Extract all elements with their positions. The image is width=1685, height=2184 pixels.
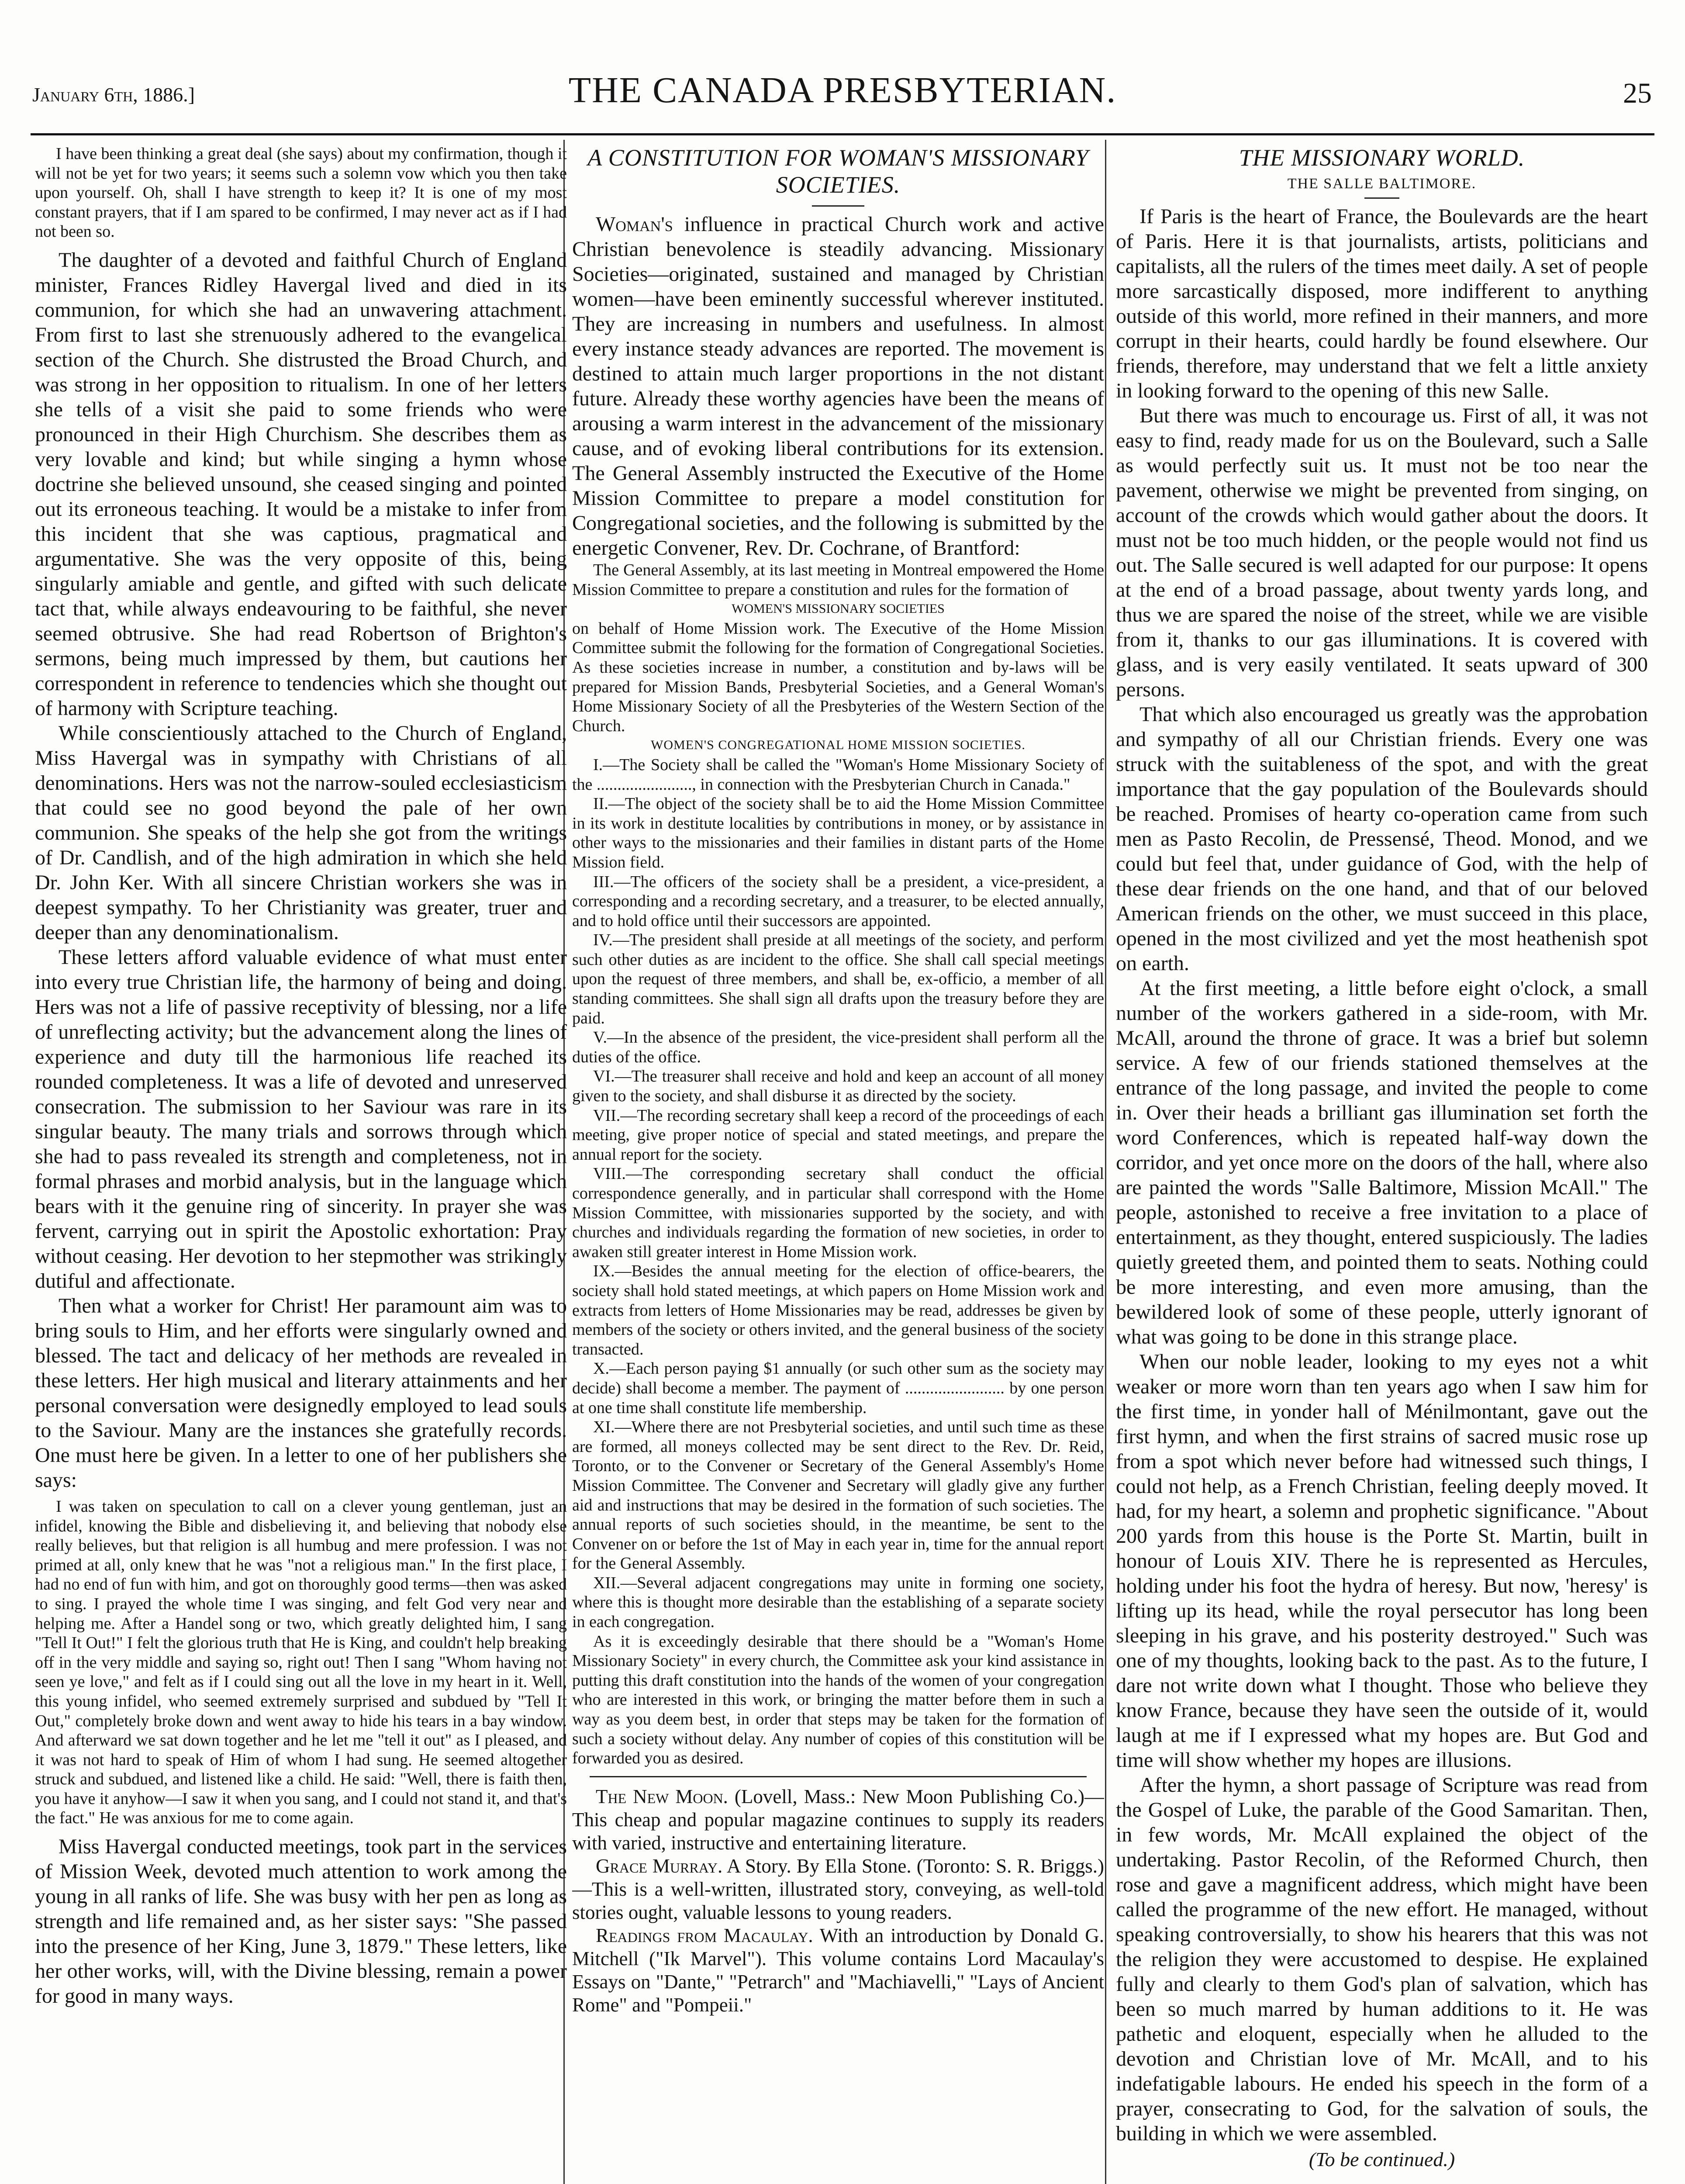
resolution-text: on behalf of Home Mission work. The Executive of the Home Mission Committee submit the following for the formation of Congregational Societies. As these societies increase in number, a constitution and by-laws will be prepared for Mission Bands, Presbyterial Societies, and a General Woman's Home Missionary Society of all the Presbyteries of the Western Section of the Church.: [572, 619, 1104, 735]
page-number: 25: [1623, 77, 1652, 109]
article-subheading: THE SALLE BALTIMORE.: [1287, 176, 1477, 192]
heading-rule: [812, 205, 864, 207]
article-paragraph: After the hymn, a short passage of Scripture was read from the Gospel of Luke, the parable of the Good Samaritan. Then, in few words, Mr. McAll explained the object of the undertaking. Pastor Recolin, of the Reformed Church, then rose and gave a magnificent address, which might have been called the programme of the new effort. He managed, without speaking controversially, to show his hearers that this was not the religion they were accustomed to despise. He explained fully and clearly to them God's plan of salvation, which has been so much marred by human additions to it. He was pathetic and eloquent, especially when he alluded to the devotion and Christian love of Mr. McAll, and to his indefatigable labours. He ended his speech in the form of a prayer, consecrating to God, for the salvation of souls, the building in which we were assembled.: [1116, 1773, 1648, 2145]
heading-rule: [1364, 197, 1399, 199]
constitution-title: WOMEN'S CONGREGATIONAL HOME MISSION SOCIETIES.: [651, 738, 1026, 753]
article-paragraph: But there was much to encourage us. First of all, it was not easy to find, ready made for us on the Boulevard, such a Salle as would perfectly suit us. It must not be too near the pavement, otherwise we might be prevented from singing, on account of the crowds which would gather about the doors. It must not be too much hidden, or the people would not find us out. The Salle secured is well adapted for our purpose: It opens at the end of a broad passage, about twenty yards long, and thus we are spared the noise of the street, while we are visible from it, thanks to our gas illuminations. It is covered with glass, and is very easily ventilated. It seats upward of 300 persons.: [1116, 404, 1648, 701]
article-paragraph: While conscientiously attached to the Church of England, Miss Havergal was in sympathy with Christians of all denominations. Hers was not the narrow-souled ecclesiasticism that could see no good beyond the pale of her own communion. She speaks of the help she got from the writings of Dr. Candlish, and of the high admiration in which she held Dr. John Ker. With all sincere Christian workers she was in deepest sympathy. To her Christianity was greater, truer and deeper than any denominationalism.: [35, 721, 567, 944]
constitution-article: X.—Each person paying $1 annually (or such other sum as the society may decide) shall become a member. The payment of ........................ by one person at one time shall constitute life membership.: [572, 1359, 1104, 1417]
constitution-article: IX.—Besides the annual meeting for the election of office-bearers, the society shall hold stated meetings, at which papers on Home Mission work and extracts from letters of Home Missionaries may be read, addresses be given by members of the society or others invited, and the general business of the society transacted.: [572, 1262, 1104, 1358]
column-havergal-letters: [35, 144, 567, 2184]
continued-note: (To be continued.): [1309, 2148, 1455, 2170]
article-paragraph: That which also encouraged us greatly was the approbation and sympathy of all our Christian friends. Every one was struck with the suitableness of the spot, and with the great importance that the gay population of the Boulevards should be reached. Promises of hearty co-operation came from such men as Pasto Recolin, de Pressensé, Theod. Monod, and we could but feel that, under guidance of God, with the help of these dear friends on the one hand, and that of our beloved American friends on the other, we must succeed in this place, opened in the most civilized and yet the most heathenish spot on earth.: [1116, 703, 1648, 975]
article-paragraph: [572, 212, 1104, 560]
constitution-article: VIII.—The corresponding secretary shall conduct the official correspondence generally, and in particular shall correspond with the Home Mission Committee, with missionaries supported by the society, and with churches and individuals regarding the formation of new societies, in order to awaken still greater interest in Home Mission work.: [572, 1165, 1104, 1261]
article-paragraph: When our noble leader, looking to my eyes not a whit weaker or more worn than ten years ago when I saw him for the first time, in yonder hall of Ménilmontant, gave out the first hymn, and when the first strains of sacred music rose up from a spot which never before had witnessed such things, I could not help, as a French Christian, feeling deeply moved. It had, for my heart, a solemn and prophetic significance. "About 200 yards from this house is the Porte St. Martin, built in honour of Louis XIV. There he is represented as Hercules, holding under his foot the hydra of heresy. But now, 'heresy' is lifting up its head, while the royal persecutor has long been sleeping in his grave, and his posterity destroyed." Such was one of my thoughts, looking back to the past. As to the future, I dare not write down what I thought. Those who believe they know France, because they have seen the outside of it, would laugh at me if I expressed what my hopes are. But God and time will show whether my hopes are illusions.: [1116, 1350, 1648, 1772]
lead-word: Woman's: [596, 213, 673, 236]
constitution-article: XII.—Several adjacent congregations may unite in forming one society, where this is thought more desirable than the establishing of a separate society in each congregation.: [572, 1573, 1104, 1631]
article-paragraph: If Paris is the heart of France, the Boulevards are the heart of Paris. Here it is that journalists, artists, politicians and capitalists, all the rulers of the times meet daily. A set of people more sarcastically disposed, more indifferent to anything outside of this world, more refined in their manners, and more corrupt in their hearts, could hardly be found elsewhere. Our friends, therefore, may understand that we felt a little anxiety in looking forward to the opening of this new Salle.: [1116, 205, 1648, 402]
newspaper-title: THE CANADA PRESBYTERIAN.: [568, 70, 1117, 111]
section-separator: [590, 1776, 1087, 1777]
review-text: A Story. By Ella Stone. (Toronto: S. R. Briggs.)—This is a well-written, illustrated story, conveying, as well-told stories ought, valuable lessons to young readers.: [572, 1855, 1104, 1923]
constitution-article: XI.—Where there are not Presbyterial societies, and until such time as these are formed, all moneys collected may be sent direct to the Rev. Dr. Reid, Toronto, or to the Convener or Secretary of the General Assembly's Home Mission Committee. The Convener and Secretary will gladly give any further aid and instructions that may be desired in the formation of such societies. The annual reports of such societies should, in the meantime, be sent to the Convener on or before the 1st of May in each year in, time for the annual report for the General Assembly.: [572, 1418, 1104, 1573]
constitution-article: II.—The object of the society shall be to aid the Home Mission Committee in its work in destitute localities by contributions in money, or by assistance in other ways to the missionaries and their families in distant parts of the Home Mission field.: [572, 795, 1104, 871]
review-item: [572, 1785, 1104, 1855]
article-paragraph: These letters afford valuable evidence of what must enter into every true Christian life, the harmony of being and doing. Hers was not a life of passive receptivity of blessing, nor a life of unreflecting activity; but the advancement along the lines of experience and duty till the harmonious life reached its rounded completeness. It was a life of devoted and unreserved consecration. The submission to her Saviour was rare in its singular beauty. The many trials and sorrows through which she had to pass revealed its strength and completeness, not in formal phrases and morbid analysis, but in the language which bears with it the genuine ring of sincerity. In prayer she was fervent, carrying out in spirit the Apostolic exhortation: Pray without ceasing. Her devotion to her stepmother was strikingly dutiful and affectionate.: [35, 945, 567, 1292]
column-constitution: [572, 144, 1104, 2184]
review-title: Readings from Macaulay.: [596, 1924, 813, 1946]
resolution-caps: WOMEN'S MISSIONARY SOCIETIES: [732, 601, 945, 616]
review-title: Grace Murray.: [596, 1855, 723, 1877]
constitution-article: VI.—The treasurer shall receive and hold and keep an account of all money given to the society, and shall disburse it as directed by the society.: [572, 1067, 1104, 1106]
constitution-article: III.—The officers of the society shall be a president, a vice-president, a corresponding and a recording secretary, and a treasurer, to be elected annually, and to hold office until their successors are appointed.: [572, 872, 1104, 930]
review-title: The New Moon.: [596, 1785, 728, 1807]
article-paragraph: The daughter of a devoted and faithful Church of England minister, Frances Ridley Havergal lived and died in its communion, for which she had an unwavering attachment. From first to last she strenuously adhered to the evangelical section of the Church. She distrusted the Broad Church, and was strong in her opposition to ritualism. In one of her letters she tells of a visit she paid to some friends who were pronounced in their High Churchism. She describes them as very lovable and kind; but while singing a hymn whose doctrine she believed unsound, she ceased singing and pointed out its erroneous teaching. It would be a mistake to infer from this incident that she was captious, pragmatical and argumentative. She was the very opposite of this, being singularly amiable and gentle, and gifted with such delicate tact that, while always endeavouring to be faithful, she never seemed obtrusive. She had read Robertson of Brighton's sermons, being much impressed by them, but cautions her correspondent in reference to tendencies which she thought out of harmony with Scripture teaching.: [35, 248, 567, 720]
review-text: With an introduction by Donald G. Mitchell ("Ik Marvel"). This volume contains Lord Macaulay's Essays on "Dante," "Petrarch" and "Machiavelli," "Lays of Ancient Rome" and "Pompeii.": [572, 1924, 1104, 2016]
constitution-article: IV.—The president shall preside at all meetings of the society, and perform such other duties as are incident to the office. She shall call special meetings upon the request of three members, and shall be, ex-officio, a member of all standing committees. She shall sign all drafts upon the treasury before they are paid.: [572, 931, 1104, 1027]
issue-date: January 6th, 1886.]: [32, 83, 195, 106]
constitution-articles: [572, 755, 1104, 1632]
constitution-article: VII.—The recording secretary shall keep a record of the proceedings of each meeting, give proper notice of special and stated meetings, and prepare the annual report for the society.: [572, 1106, 1104, 1164]
book-reviews: [572, 1785, 1104, 2017]
article-paragraph: Then what a worker for Christ! Her paramount aim was to bring souls to Him, and her efforts were singularly owned and blessed. The tact and delicacy of her methods are revealed in these letters. Her high musical and literary attainments and her personal conversation were designedly employed to lead souls to the Saviour. Many are the instances she gratefully records. One must here be given. In a letter to one of her publishers she says:: [35, 1294, 567, 1492]
constitution-article: I.—The Society shall be called the "Woman's Home Missionary Society of the ......................., in connection with the Presbyterian Church in Canada.": [572, 755, 1104, 794]
review-text: (Lovell, Mass.: New Moon Publishing Co.)—This cheap and popular magazine continues to supply its readers with varied, instructive and entertaining literature.: [572, 1785, 1104, 1854]
masthead-rule: [31, 133, 1654, 135]
column-missionary-world: [1116, 144, 1648, 2184]
section-heading: THE MISSIONARY WORLD.: [1239, 145, 1525, 171]
lead-text: influence in practical Church work and active Christian benevolence is steadily advancing. Missionary Societies—originated, sustained and managed by Christian women—have been eminently successful wherever instituted. They are increasing in numbers and usefulness. In almost every instance steady advances are reported. The movement is destined to attain much larger proportions in the not distant future. Already these worthy agencies have been the means of arousing a warm interest in the advancement of the missionary cause, and of evoking liberal contributions for its extension. The General Assembly instructed the Executive of the Home Mission Committee to prepare a model constitution for Congregational societies, and the following is submitted by the energetic Convener, Rev. Dr. Cochrane, of Brantford:: [572, 213, 1104, 560]
constitution-article: V.—In the absence of the president, the vice-president shall perform all the duties of the office.: [572, 1028, 1104, 1066]
review-item: [572, 1924, 1104, 2017]
resolution-text: The General Assembly, at its last meeting in Montreal empowered the Home Mission Committee to prepare a constitution and rules for the formation of: [572, 561, 1104, 599]
review-item: [572, 1855, 1104, 1924]
column-divider: [1105, 140, 1106, 2184]
block-quote: I was taken on speculation to call on a clever young gentleman, just an infidel, knowing the Bible and disbelieving it, and believing that nobody else really believes, but that religion is all humbug and mere profession. I was not primed at all, only knew that he was "not a religious man." In the first place, I had no end of fun with him, and got on thoroughly good terms—then was asked to sing. I prayed the whole time I was singing, and felt God very near and helping me. After a Handel song or two, which greatly delighted him, I sang "Tell It Out!" I felt the glorious truth that He is King, and couldn't help breaking off in the very middle and saying so, right out! Then I sang "Whom having not seen ye love," and felt as if I could sing out all the love in my heart in it. Well, this young infidel, who seemed extremely surprised and subdued by "Tell It Out," completely broke down and went away to hide his tears in a bay window. And afterward we sat down together and he let me "tell it out" as I pleased, and it was not hard to speak of Him of whom I had sung. He seemed altogether struck and subdued, and listened like a child. He said: "Well, there is faith then, you have it anyhow—I saw it when you sang, and I could not stand it, and that's the fact." He was anxious for me to come again.: [35, 1497, 567, 1828]
masthead: [31, 66, 1654, 122]
letter-excerpt: I have been thinking a great deal (she says) about my confirmation, though it will not be yet for two years; it seems such a solemn vow which you then take upon yourself. Oh, shall I have strength to keep it? It is one of my most constant prayers, that if I am spared to be confirmed, I may never act as if I had not been so.: [35, 145, 567, 241]
article-paragraph: At the first meeting, a little before eight o'clock, a small number of the workers gathered in a side-room, with Mr. McAll, around the throne of grace. It was a brief but solemn service. A few of our friends stationed themselves at the entrance of the long passage, and invited the people to come in. Over their heads a brilliant gas illumination set forth the word Conferences, which is repeated half-way down the corridor, and yet once more on the doors of the hall, where also are painted the words "Salle Baltimore, Mission McAll." The people, astonished to receive a free invitation to a place of entertainment, as they thought, entered suspiciously. The ladies quietly greeted them, and pointed them to seats. Nothing could be more interesting, and even more amusing, than the bewildered look of some of these people, utterly ignorant of what was going to be done in this strange place.: [1116, 977, 1648, 1348]
article-heading: A CONSTITUTION FOR WOMAN'S MISSIONARY SOCIETIES.: [587, 145, 1089, 198]
closing-paragraph: As it is exceedingly desirable that there should be a "Woman's Home Missionary Society" in every church, the Committee ask your kind assistance in putting this draft constitution into the hands of the women of your congregation who are interested in this work, or bringing the matter before them in such a way as you deem best, in order that steps may be taken for the formation of such a society without delay. Any number of copies of this constitution will be forwarded you as desired.: [572, 1632, 1104, 1768]
article-paragraph: Miss Havergal conducted meetings, took part in the services of Mission Week, devoted much attention to work among the young in all ranks of life. She was busy with her pen as long as strength and life remained and, as her sister says: "She passed into the presence of her King, June 3, 1879." These letters, like her other works, will, with the Divine blessing, remain a power for good in many ways.: [35, 1835, 567, 2008]
article-body: [1116, 204, 1648, 2146]
